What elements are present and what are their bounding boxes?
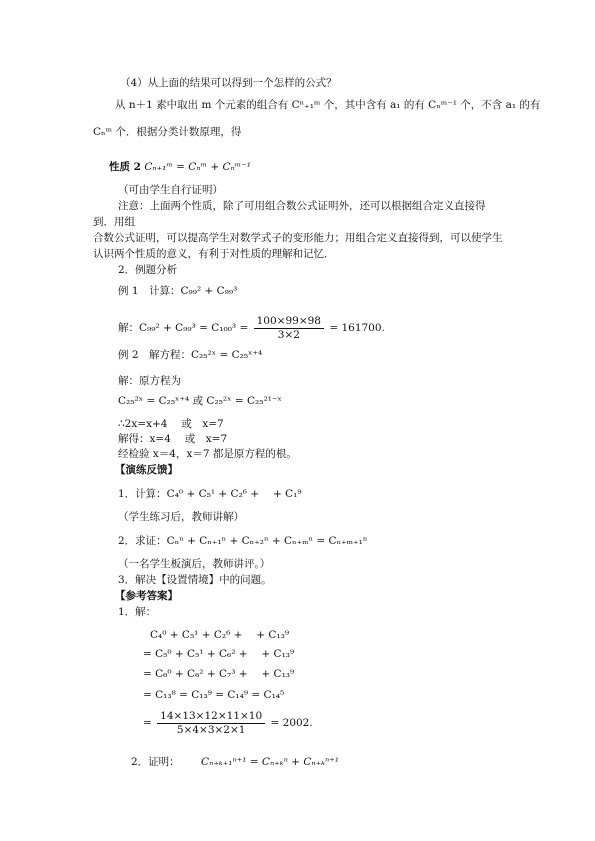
answer-1-numerator: 14×13×12×11×10	[157, 710, 265, 724]
solution-1	[118, 313, 385, 343]
solution-1-denominator: 3×2	[277, 328, 300, 341]
solution-2-case: ∴2x=x+4 或 x=7	[118, 418, 224, 430]
practice-title: 【演练反馈】	[115, 464, 178, 476]
solution-2-intro: 解：原方程为	[118, 375, 181, 387]
answer-1-step-5	[143, 708, 313, 738]
example-2: 例 2 解方程：C₂₅²ˣ = C₂₅ˣ⁺⁴	[118, 349, 263, 361]
answer-2-label: 2．证明：	[131, 756, 180, 768]
practice-3: 3．解决【设置情境】中的问题。	[118, 574, 272, 586]
example-1: 例 1 计算：C₉₉² + C₉₉³	[118, 285, 238, 297]
answer-1-label: 1．解：	[118, 606, 157, 618]
note-line-3: 合数公式证明，可以提高学生对数学式子的变形能力；用组合定义直接得到，可以使学生	[93, 232, 503, 244]
practice-2: 2．求证：Cₙⁿ + Cₙ₊₁ⁿ + Cₙ₊₂ⁿ + Cₙ₊ₘⁿ = Cₙ₊ₘ₊₁ⁿ	[118, 535, 368, 547]
answer-1-result: = 2002.	[270, 717, 313, 729]
practice-1-note: （学生练习后，教师讲解）	[118, 511, 244, 523]
solution-2-equations: C₂₅²ˣ = C₂₅ˣ⁺⁴ 或 C₂₅²ˣ = C₂₅²¹⁻ˣ	[118, 395, 282, 407]
answer-1-step-4: = C₁₃⁸ = C₁₃⁹ = C₁₄⁹ = C₁₄⁵	[143, 689, 285, 701]
solution-1-numerator: 100×99×98	[254, 315, 324, 329]
answer-2	[131, 755, 339, 769]
solution-1-result: = 161700.	[329, 322, 385, 334]
property-label: 性质 2	[109, 161, 141, 173]
answer-2-formula: Cₙ₊ₖ₊₁ⁿ⁺¹ = Cₙ₊ₖⁿ + Cₙ₊ₖⁿ⁺¹	[201, 756, 339, 768]
solution-2-roots: 解得：x=4 或 x=7	[118, 433, 228, 445]
answer-1-equals: =	[143, 717, 152, 729]
answer-title: 【参考答案】	[115, 590, 178, 602]
section-heading-examples: 2．例题分析	[118, 264, 178, 276]
answer-1-denominator: 5×4×3×2×1	[176, 723, 246, 736]
solution-1-fraction	[254, 315, 324, 342]
question-4: （4）从上面的结果可以得到一个怎样的公式？	[120, 77, 337, 89]
note-line-4: 认识两个性质的意义，有利于对性质的理解和记忆．	[93, 248, 335, 260]
paragraph-line-2: Cₙᵐ 个．根据分类计数原理，得	[93, 126, 242, 138]
answer-1-step-3: = C₆⁰ + C₆² + C₇³ + + C₁₃⁹	[143, 668, 295, 680]
answer-1-step-2: = C₅⁰ + C₅¹ + C₆² + + C₁₃⁹	[143, 648, 295, 660]
practice-1: 1．计算：C₄⁰ + C₅¹ + C₂⁶ + + C₁⁹	[118, 488, 302, 500]
note-line-1: 注意：上面两个性质，除了可用组合数公式证明外，还可以根据组合定义直接得	[118, 200, 486, 212]
property-formula: Cₙ₊₁ᵐ = Cₙᵐ + Cₙᵐ⁻¹	[144, 161, 251, 173]
proof-note: （可由学生自行证明）	[118, 184, 223, 196]
practice-2-note: （一名学生板演后，教师讲评。）	[118, 558, 271, 570]
answer-1-fraction	[157, 710, 265, 737]
solution-1-lead: 解：C₉₉² + C₉₉³ = C₁₀₀³ =	[118, 322, 249, 334]
property-2	[109, 160, 251, 174]
solution-2-check: 经检验 x＝4，x＝7 都是原方程的根。	[118, 448, 297, 460]
answer-1-step-1: C₄⁰ + C₅¹ + C₂⁶ + + C₁₃⁹	[150, 629, 290, 641]
paragraph-line-1: 从 n＋1 素中取出 m 个元素的组合有 Cⁿ₊₁ᵐ 个，其中含有 a₁ 的有 Cₙᵐ⁻¹ 个，不含 a₁ 的有	[115, 99, 541, 111]
note-line-2: 到．用组	[93, 216, 135, 228]
